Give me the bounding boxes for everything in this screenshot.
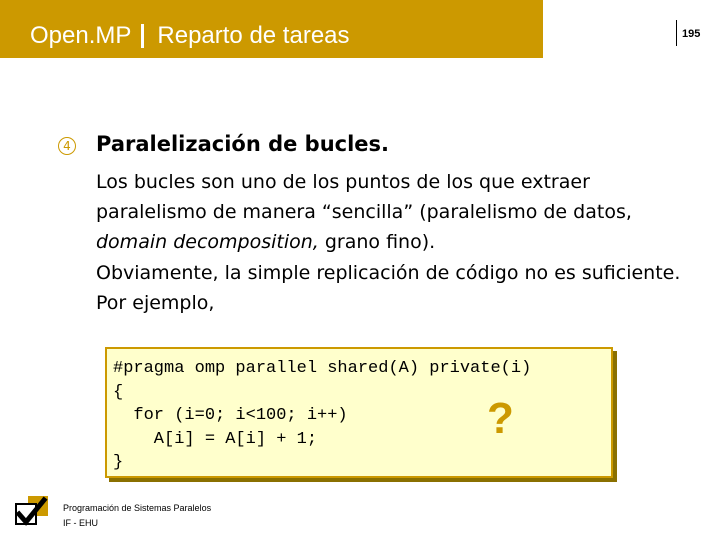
bullet-number: 4 <box>63 139 71 153</box>
paragraph-intro-text: Los bucles son uno de los puntos de los que extraer paralelismo de manera “sencilla” (paralelismo de datos, <box>96 171 632 223</box>
footer-course: Programación de Sistemas Paralelos <box>63 503 212 513</box>
paragraph-intro-tail: grano fino). <box>318 231 436 253</box>
code-example-box <box>105 347 613 478</box>
checkmark-logo-icon <box>14 494 52 530</box>
paragraph-intro-emphasis: domain decomposition, <box>96 231 319 253</box>
title-separator <box>141 24 144 48</box>
footer-institution: IF - EHU <box>63 518 98 528</box>
page-number-divider <box>676 20 677 46</box>
page-number: 195 <box>682 28 701 40</box>
paragraph-replication: Obviamente, la simple replicación de código no es suficiente. Por ejemplo, <box>96 262 681 314</box>
paragraph-intro <box>96 167 686 257</box>
code-example: #pragma omp parallel shared(A) private(i) { for (i=0; i<100; i++) A[i] = A[i] + 1; } <box>113 359 532 472</box>
slide-title-section: Reparto de tareas <box>157 22 350 49</box>
numbered-bullet-icon <box>58 137 76 155</box>
slide-title <box>30 20 350 52</box>
slide-title-main: Open.MP <box>30 22 132 49</box>
section-heading: Paralelización de bucles. <box>96 132 390 156</box>
question-mark: ? <box>487 394 514 443</box>
